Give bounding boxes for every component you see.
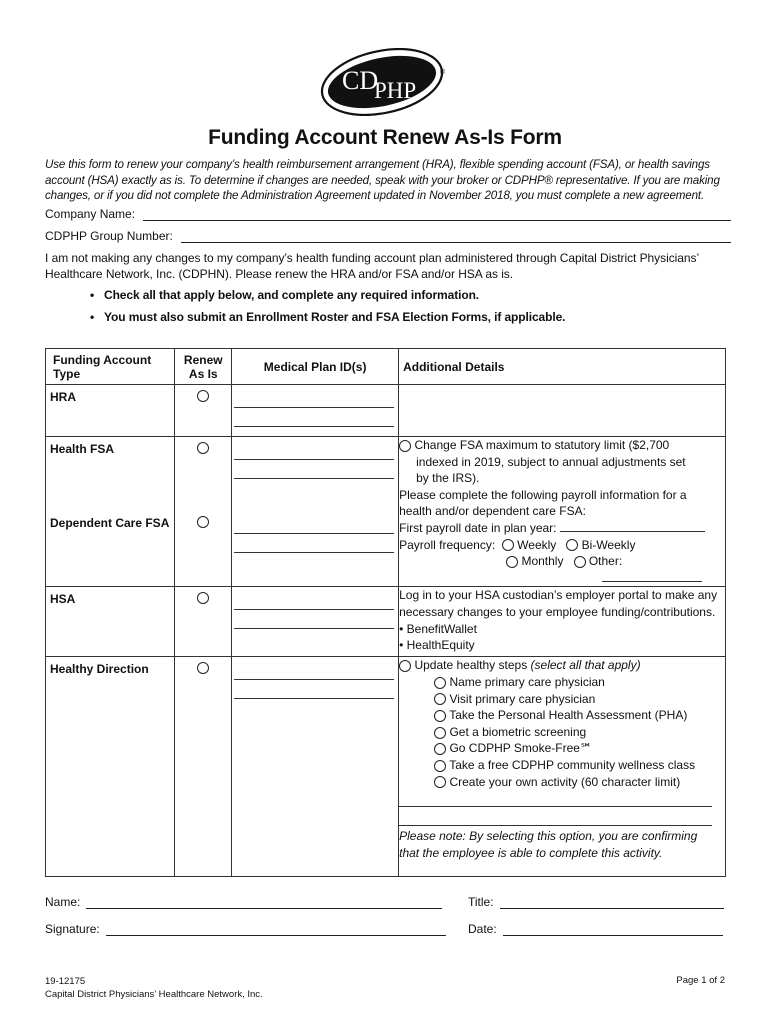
other-frequency-input[interactable] <box>602 571 702 582</box>
plan-id-input[interactable] <box>234 661 394 680</box>
radio-step[interactable] <box>434 677 446 689</box>
form-code: 19-12175 <box>45 976 86 987</box>
group-number-label: CDPHP Group Number: <box>45 229 173 243</box>
plan-id-input[interactable] <box>234 460 394 479</box>
header-type: Funding Account Type <box>46 349 175 385</box>
table-header-row <box>46 349 726 385</box>
fsa-details: Change FSA maximum to statutory limit ($2,700 indexed in 2019, subject to annual adjustments set by the IRS). Please complete the following payroll information for a health and/or dependent care FSA: First payroll date in plan year: Payroll frequency: Weekly Bi-Weekly Monthly Other: <box>399 437 726 587</box>
radio-change-fsa-max[interactable] <box>399 440 411 452</box>
plan-id-input[interactable] <box>234 534 394 553</box>
no-changes-paragraph: I am not making any changes to my company’s health funding account plan administered through Capital District Physicians’ Healthcare Network, Inc. (CDPHN). Please renew the HRA and/or FSA and/or HSA as is. <box>45 251 699 281</box>
hsa-details: Log in to your HSA custodian’s employer portal to make any necessary changes to your employee funding/contributions. • BenefitWallet • HealthEquity <box>399 587 726 657</box>
plan-id-input[interactable] <box>234 610 394 629</box>
plan-id-input[interactable] <box>234 389 394 408</box>
company-name-field[interactable] <box>45 207 731 221</box>
group-number-field[interactable] <box>45 229 731 243</box>
date-input[interactable] <box>503 923 723 936</box>
intro-text: Use this form to renew your company’s health reimbursement arrangement (HRA), flexible spending account (FSA), or health savings account (HSA) exactly as is. To determine if changes are needed, speak with your broker or CDPHP® representative. If you are making changes, or if you did not complete the Administration Agreement updated in November 2018, you must complete a new agreement. <box>45 158 720 202</box>
radio-step[interactable] <box>434 776 446 788</box>
radio-biweekly[interactable] <box>566 539 578 551</box>
footer-left <box>45 975 263 1001</box>
svg-text:PHP: PHP <box>374 78 417 103</box>
plan-id-input[interactable] <box>234 515 394 534</box>
plan-id-input[interactable] <box>234 441 394 460</box>
row-label-hsa: HSA <box>50 592 76 607</box>
plan-id-input[interactable] <box>234 591 394 610</box>
page-title: Funding Account Renew As-Is Form <box>208 126 562 149</box>
row-label-hra: HRA <box>50 390 76 404</box>
cdphp-logo <box>320 48 450 116</box>
radio-step[interactable] <box>434 743 446 755</box>
title-field[interactable] <box>468 895 724 909</box>
radio-healthy-direction[interactable] <box>197 662 209 674</box>
company-name-input[interactable] <box>143 208 731 221</box>
bullet-submit-roster: • You must also submit an Enrollment Roster and FSA Election Forms, if applicable. <box>90 310 566 324</box>
company-name-label: Company Name: <box>45 207 136 221</box>
table-row <box>46 385 726 437</box>
radio-step[interactable] <box>434 710 446 722</box>
table-row <box>46 587 726 657</box>
title-input[interactable] <box>500 896 724 909</box>
plan-id-input[interactable] <box>234 680 394 699</box>
header-plan-id: Medical Plan ID(s) <box>232 349 399 385</box>
table-row <box>46 437 726 512</box>
svg-text:CD: CD <box>342 66 379 95</box>
first-payroll-date-input[interactable] <box>560 531 705 532</box>
name-label: Name: <box>45 895 81 909</box>
radio-update-healthy-steps[interactable] <box>399 660 411 672</box>
name-input[interactable] <box>86 896 442 909</box>
date-field[interactable] <box>468 922 723 936</box>
row-label-dependent-care-fsa: Dependent Care FSA <box>50 516 170 531</box>
radio-hsa[interactable] <box>197 592 209 604</box>
radio-health-fsa[interactable] <box>197 442 209 454</box>
custom-activity-input[interactable] <box>399 807 712 826</box>
signature-field[interactable] <box>45 922 446 936</box>
radio-hra[interactable] <box>197 390 209 402</box>
radio-step[interactable] <box>434 693 446 705</box>
page-number: Page 1 of 2 <box>676 975 725 986</box>
footer-company: Capital District Physicians’ Healthcare Network, Inc. <box>45 989 263 1000</box>
radio-monthly[interactable] <box>506 556 518 568</box>
radio-step[interactable] <box>434 760 446 772</box>
custom-activity-input[interactable] <box>399 790 712 807</box>
healthy-direction-details: Update healthy steps (select all that apply) Name primary care physician Visit primary care physician Take the Personal Health Assessment (PHA) Get a biometric screening Go CDPHP Smoke-Free℠ Take a free CDPHP community wellness class Create your own activity (60 character limit) Please note: By selecting this option, you are confirming that the employee is able to complete this activity. <box>399 657 726 877</box>
funding-account-table <box>45 348 726 877</box>
row-label-healthy-direction: Healthy Direction <box>50 662 149 677</box>
radio-dependent-care-fsa[interactable] <box>197 516 209 528</box>
table-row <box>46 657 726 877</box>
row-label-health-fsa: Health FSA <box>50 442 115 456</box>
radio-other[interactable] <box>574 556 586 568</box>
signature-input[interactable] <box>106 923 446 936</box>
radio-weekly[interactable] <box>502 539 514 551</box>
radio-step[interactable] <box>434 727 446 739</box>
title-label: Title: <box>468 895 494 909</box>
svg-text:®: ® <box>440 69 446 76</box>
date-label: Date: <box>468 922 497 936</box>
signature-label: Signature: <box>45 922 100 936</box>
name-field[interactable] <box>45 895 442 909</box>
bullet-check-all: • Check all that apply below, and complete any required information. <box>90 288 480 302</box>
group-number-input[interactable] <box>181 230 731 243</box>
header-details: Additional Details <box>399 349 726 385</box>
header-renew: Renew As Is <box>175 349 232 385</box>
plan-id-input[interactable] <box>234 408 394 427</box>
